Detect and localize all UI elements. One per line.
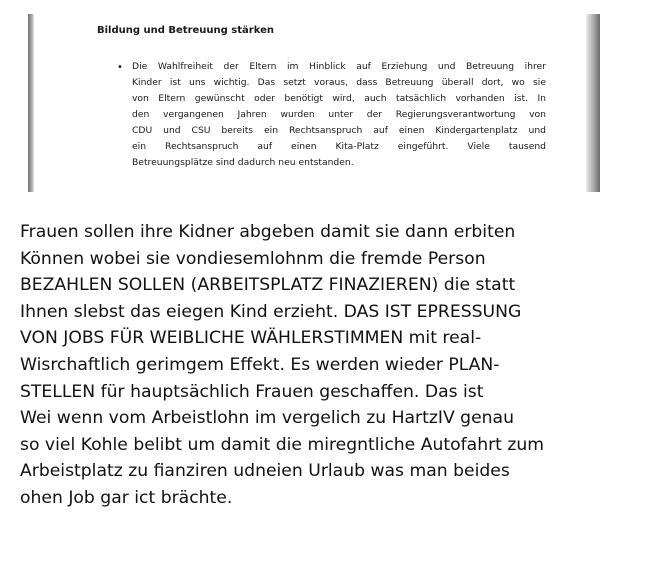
- commentary-line: Wei wenn vom Arbeistlohn im vergelich zu HartzIV genau: [20, 408, 514, 429]
- bullet-icon: •: [117, 62, 123, 73]
- commentary-line: Können wobei sie vondiesemlohnm die fremde Person: [20, 248, 486, 269]
- commentary-line: Ihnen slebst das eiegen Kind erzieht. DAS IST EPRESSUNG: [20, 301, 522, 322]
- bullet-line: ein Rechtsanspruch auf einen Kita-Platz eingeführt. Viele tausend: [132, 141, 546, 152]
- bullet-line: Die Wahlfreiheit der Eltern im Hinblick auf Erziehung und Betreuung ihrer: [132, 61, 546, 72]
- commentary-line: STELLEN für hauptsächlich Frauen geschaffen. Das ist: [20, 381, 484, 402]
- commentary-line: Frauen sollen ihre Kidner abgeben damit sie dann erbiten: [20, 222, 516, 242]
- commentary-line: Arbeistplatz zu fianziren udneien Urlaub was man beides: [20, 461, 510, 482]
- bullet-paragraph: [132, 59, 546, 171]
- bullet-line: von Eltern gewünscht oder benötigt wird, auch tatsächlich vorhanden ist. In: [132, 93, 546, 104]
- page-edge-right: [586, 14, 600, 192]
- page-edge-left: [28, 14, 34, 192]
- commentary-text: [20, 219, 650, 512]
- commentary-line: ohen Job gar ict brächte.: [20, 487, 233, 508]
- commentary-line: so viel Kohle belibt um damit die miregntliche Autofahrt zum: [20, 434, 545, 455]
- commentary-line: Wisrchaftlich gerimgem Effekt. Es werden wieder PLAN-: [20, 354, 500, 375]
- commentary-line: VON JOBS FÜR WEIBLICHE WÄHLERSTIMMEN mit real-: [20, 328, 482, 349]
- bullet-line: CDU und CSU bereits ein Rechtsanspruch auf einen Kindergartenplatz und: [132, 125, 546, 136]
- bullet-line: den vergangenen Jahren wurden unter der Regierungsverantwortung von: [132, 109, 546, 120]
- document-excerpt: [28, 14, 600, 192]
- bullet-line: Kinder ist uns wichtig. Das setzt voraus, dass Betreuung überall dort, wo sie: [132, 77, 546, 88]
- bullet-line: Betreuungsplätze sind dadurch neu entstanden.: [132, 157, 354, 168]
- section-heading: Bildung und Betreuung stärken: [97, 25, 274, 36]
- commentary-line: BEZAHLEN SOLLEN (ARBEITSPLATZ FINAZIEREN) die statt: [20, 275, 516, 296]
